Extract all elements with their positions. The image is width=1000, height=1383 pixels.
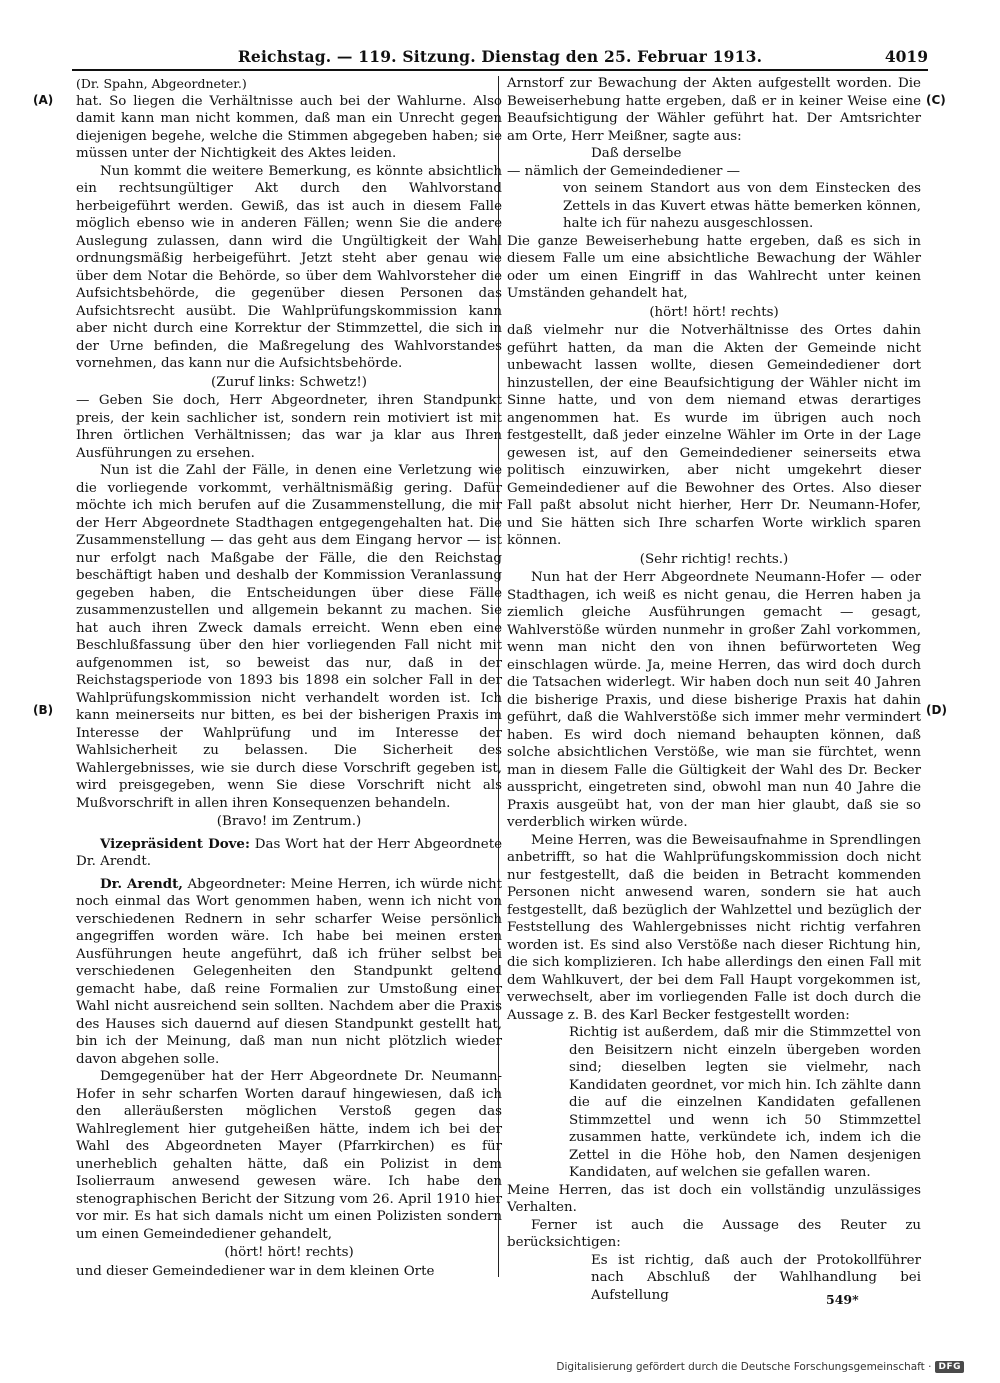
speaker-paragraph [76, 876, 502, 1069]
speaker-tag: (Dr. Spahn, Abgeordneter.) [76, 76, 247, 91]
paragraph: Meine Herren, das ist doch ein vollständig unzulässiges Verhalten. [507, 1182, 921, 1215]
quotation-aside: — nämlich der Gemeindediener — [507, 163, 741, 179]
paragraph: Nun kommt die weitere Bemerkung, es könnte absichtlich ein rechtsungültiger Akt durch den Wahlvorstand herbeigeführt werden. Gewiß, das ist auch in diesem Falle möglich ebenso wie in anderen Fällen; wenn Sie die andere Auslegung zulassen, dann wird die Ungültigkeit der Wahl ordnungsmäßig herbeigeführt. Jetzt steht aber genau wie über dem Notar die Behörde, so über dem Wahlvorsteher die Aufsichtsbehörde, die gegenüber diesen Personen das Aufsichtsrecht ausübt. Die Wahlprüfungskommission kann aber nicht durch eine Korrektur der Stimmzettel, die sich in der Urne befinden, die Maßregelung des Wahlvorstandes vornehmen, das kann nur die Aufsichtsbehörde. [76, 163, 502, 371]
speaker-name: Vizepräsident Dove: [100, 835, 250, 852]
margin-marker-d: (D) [926, 703, 947, 717]
margin-marker-c: (C) [926, 93, 946, 107]
interjection: (hört! hört! rechts) [224, 1245, 354, 1260]
paragraph: — Geben Sie doch, Herr Abgeordneter, ihren Standpunkt preis, der kein sachlicher ist, sondern rein motiviert ist mit Ihren örtlichen Verhältnissen; das war ja klar aus Ihren Ausführungen zu ersehen. [76, 393, 502, 461]
speaker-paragraph [76, 836, 502, 871]
paragraph: Ferner ist auch die Aussage des Reuter zu berücksichtigen: [507, 1217, 921, 1250]
digitization-footer [556, 1359, 964, 1375]
paragraph: Arnstorf zur Bewachung der Akten aufgestellt worden. Die Beweiserhebung hatte ergeben, daß er in keiner Weise eine Beaufsichtigung der Wähler geführt hat. Der Amtsrichter am Orte, Herr Meißner, sagte aus: [507, 76, 921, 144]
interjection: (Sehr richtig! rechts.) [639, 551, 789, 567]
speech-text: Abgeordneter: Meine Herren, ich würde nicht noch einmal das Wort genommen haben, wenn ich nicht von verschiedenen Rednern in sehr scharfer Weise persönlich angegriffen worden wäre. Ich habe bei meinen ersten Ausführungen heute angeführt, daß ich früher selbst bei verschiedenen Gelegenheiten den Standpunkt geltend gemacht habe, daß reine Formalien zur Umstoßung einer Wahl nicht ausreichend sein sollten. Nachdem aber die Praxis des Hauses sich dauernd auf diesen Standpunkt gestellt hat, bin ich der Meinung, daß man nun nicht plötzlich wieder davon abgehen solle. [76, 876, 503, 1067]
paragraph: Nun hat der Herr Abgeordnete Neumann-Hofer — oder Stadthagen, ich weiß es nicht genau, die Herren haben ja ziemlich gleiche Ausführungen gemacht — gesagt, Wahlverstöße würden nunmehr in großer Zahl vorkommen, wenn man nicht den von ihnen befürworteten Weg einschlagen würde. Ja, meine Herren, das wird doch durch die Tatsachen widerlegt. Wir haben doch nun seit 40 Jahren die bisherige Praxis, und diese bisherige Praxis hat dahin geführt, daß die Wahlverstöße sich immer mehr vermindert haben. Es wird doch niemand behaupten können, daß solche absichtlichen Verstöße, wie man sie fürchtet, wenn man in diesem Falle die Gültigkeit der Wahl des Dr. Becker ausspricht, eingetreten sind, obwohl man nun 40 Jahre die Praxis ausgeübt hat, von der man hier glaubt, daß sie so verderblich wirken würde. [507, 570, 921, 830]
paragraph: Die ganze Beweiserhebung hatte ergeben, daß es sich in diesem Falle um eine absichtliche Bewachung der Wähler oder um einen Eingriff in das Wahlrecht unter keinen Umständen gehandelt hat, [507, 233, 921, 301]
interjection: (Bravo! im Zentrum.) [216, 814, 362, 829]
paragraph: und dieser Gemeindediener war in dem kleinen Orte [76, 1263, 435, 1279]
page-number: 4019 [884, 47, 928, 66]
paragraph: Meine Herren, was die Beweisaufnahme in Sprendlingen anbetrifft, so hat die Wahlprüfungskommission doch nicht nur festgestellt, daß die beiden in Betracht kommenden Personen nicht anwesend waren, sondern sie hat auch festgestellt, daß bezüglich der Wahlzettel und bezüglich der Feststellung des Wahlergebnisses nicht richtig verfahren worden ist. Es sind also Verstöße nach dieser Richtung hin, die sich komplizieren. Ich habe allerdings den einen Fall mit dem Wahlkuvert, der bei dem Fall Haupt vorgekommen ist, verwechselt, aber im vorliegenden Falle ist doch durch die Aussage z. B. des Karl Becker festgestellt worden: [507, 832, 921, 1023]
dfg-logo: DFG [935, 1361, 964, 1373]
right-column [507, 75, 921, 1304]
paragraph: daß vielmehr nur die Notverhältnisse des Ortes dahin geführt hatten, da man die Akten der Gemeinde nicht unbewacht lassen wollte, diesen Gemeindediener dort hinzustellen, der eine Beaufsichtigung der Wähler nicht im Sinne hatte, und von dem niemand etwas derartiges angenommen hat. Es wurde im übrigen auch noch festgestellt, daß jeder einzelne Wähler im Orte in der Lage gewesen ist, auf den Gemeindediener seinerseits etwa politisch einzuwirken, aber nicht umgekehrt dieser Gemeindediener auf die Bewohner des Ortes. Also dieser Fall paßt absolut nicht hierher, Herr Dr. Neumann-Hofer, und Sie hätten sich Ihre scharfen Worte wirklich sparen können. [507, 323, 921, 548]
margin-marker-a: (A) [33, 93, 54, 107]
margin-marker-b: (B) [33, 703, 54, 717]
speaker-name: Dr. Arendt, [100, 875, 183, 892]
sheet-signature: 549* [826, 1292, 859, 1307]
quotation: von seinem Standort aus von dem Einstecken des Zettels in das Kuvert etwas hätte bemerken können, halte ich für nahezu ausgeschlossen. [563, 181, 921, 231]
footer-text: Digitalisierung gefördert durch die Deutsche Forschungsgemeinschaft · [556, 1361, 932, 1373]
interjection: (hört! hört! rechts) [649, 304, 779, 320]
quotation: Daß derselbe [591, 146, 682, 161]
quotation: Richtig ist außerdem, daß mir die Stimmzettel von den Beisitzern nicht einzeln übergeben worden sind; dieselben legten sie vielmehr, nach Kandidaten geordnet, vor mich hin. Ich zählte dann die auf die einzelnen Kandidaten gefallenen Stimmzettel und wenn ich 50 Stimmzettel zusammen hatte, verkündete ich, indem ich die Zettel in die Höhe hob, den Namen desjenigen Kandidaten, auf welchen sie gefallen waren. [569, 1025, 921, 1180]
paragraph: Demgegenüber hat der Herr Abgeordnete Dr. Neumann-Hofer in sehr scharfen Worten darauf hingewiesen, daß ich den alleräußersten möglichen Verstoß gegen das Wahlreglement hier gutgeheißen hätte, indem ich bei der Wahl des Abgeordneten Mayer (Pfarrkirchen) es für unerheblich gehalten hätte, daß ein Polizist in dem Isolierraum anwesend gewesen wäre. Ich habe den stenographischen Bericht der Sitzung vom 26. April 1910 hier vor mir. Es hat sich damals nicht um einen Polizisten sondern um einen Gemeindediener gehandelt, [76, 1069, 502, 1242]
running-title: Reichstag. — 119. Sitzung. Dienstag den 25. Februar 1913. [237, 47, 763, 66]
paragraph: Nun ist die Zahl der Fälle, in denen eine Verletzung wie die vorliegende vorkommt, verhältnismäßig gering. Dafür möchte ich mich berufen auf die Zusammenstellung, die mir der Herr Abgeordnete Stadthagen entgegengehalten hat. Die Zusammenstellung — das geht aus dem Eingang hervor — ist nur erfolgt nach Maßgabe der Fälle, die den Reichstag beschäftigt haben und deshalb der Kommission Veranlassung gegeben haben, die Entscheidungen über diese Fälle zusammenzustellen und allgemein bekannt zu machen. Sie hat auch ihren Zweck damals erreicht. Wenn eben eine Beschlußfassung über den hier vorliegenden Fall nicht mit aufgenommen ist, so beweist das nur, daß in der Reichstagsperiode von 1893 bis 1898 ein solcher Fall in der Wahlprüfungskommission nicht verhandelt worden ist. Ich kann meinerseits nur bitten, es bei der bisherigen Praxis im Interesse der Wahlprüfung und im Interesse der Wahlsicherheit zu belassen. Die Sicherheit des Wahlergebnisses, wie sie durch diese Vorschrift gegeben ist, wird preisgegeben, wenn Sie diese Vorschrift nicht als Mußvorschrift in allen ihren Konsequenzen behandeln. [76, 463, 502, 811]
speech-text: Das Wort hat der Herr Abgeordnete Dr. Arendt. [76, 836, 503, 869]
page-header [72, 47, 928, 71]
paragraph: hat. So liegen die Verhältnisse auch bei der Wahlurne. Also damit kann man nicht kommen, daß man ein Unrecht gegen diejenigen begehe, welche die Stimmen abgegeben haben; sie müssen unter der Nichtigkeit des Aktes leiden. [76, 93, 502, 161]
quotation: Es ist richtig, daß auch der Protokollführer nach Abschluß der Wahlhandlung bei Aufstellung [591, 1252, 921, 1303]
left-column [76, 75, 502, 1280]
interjection: (Zuruf links: Schwetz!) [210, 374, 368, 390]
